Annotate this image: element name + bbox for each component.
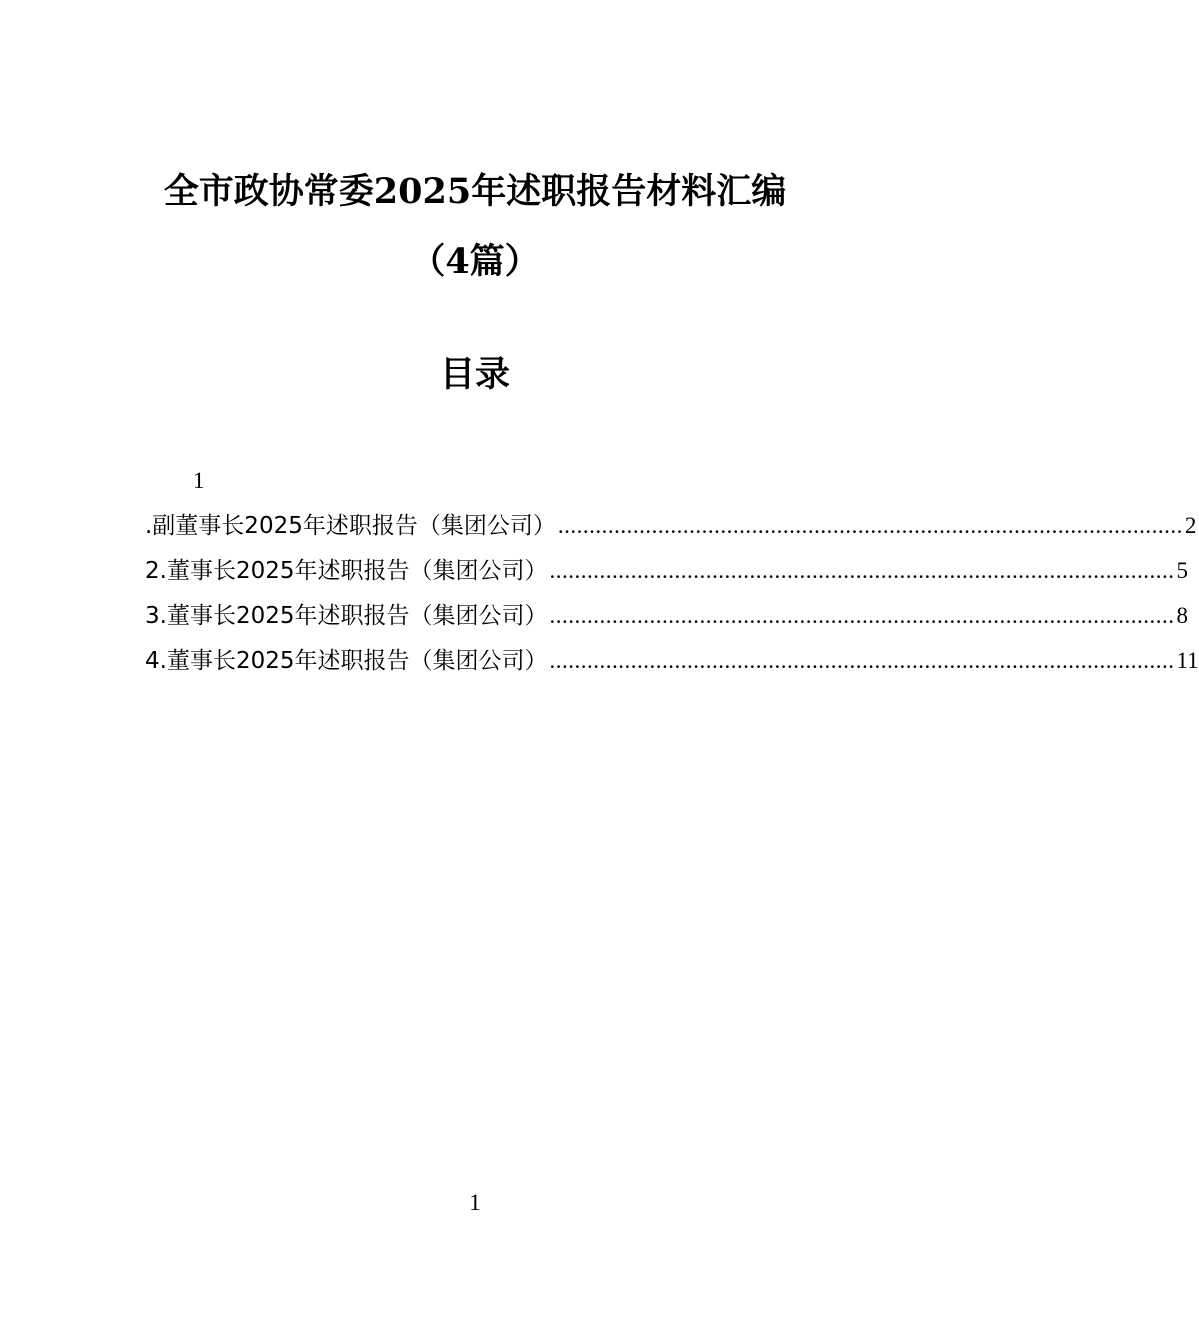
page-number: 1 xyxy=(469,1190,481,1215)
table-of-contents xyxy=(145,508,1199,688)
toc-entry-page: 2 xyxy=(1184,513,1197,538)
toc-orphan-number: 1 xyxy=(193,468,205,493)
toc-entry[interactable] xyxy=(145,643,1199,688)
toc-dot-leader: .................................................................................................... xyxy=(557,513,1183,538)
toc-entry-title: .副董事长2025年述职报告（集团公司） xyxy=(145,513,556,539)
document-subtitle: （4篇） xyxy=(410,241,540,282)
toc-entry[interactable] xyxy=(145,508,1197,553)
toc-entry-title: 2.董事长2025年述职报告（集团公司） xyxy=(145,558,548,584)
toc-entry-page: 8 xyxy=(1176,603,1188,628)
toc-dot-leader: .................................................................................................... xyxy=(549,603,1175,628)
toc-entry-title: 3.董事长2025年述职报告（集团公司） xyxy=(145,603,548,629)
toc-entry-title: 4.董事长2025年述职报告（集团公司） xyxy=(145,648,548,674)
toc-entry-page: 11 xyxy=(1176,648,1199,673)
toc-dot-leader: .................................................................................................... xyxy=(549,558,1175,583)
toc-dot-leader: .................................................................................................... xyxy=(549,648,1175,673)
document-title: 全市政协常委2025年述职报告材料汇编 xyxy=(163,171,787,212)
toc-entry[interactable] xyxy=(145,553,1188,598)
toc-entry-page: 5 xyxy=(1176,558,1188,583)
toc-heading: 目录 xyxy=(439,354,510,395)
toc-entry[interactable] xyxy=(145,598,1188,643)
